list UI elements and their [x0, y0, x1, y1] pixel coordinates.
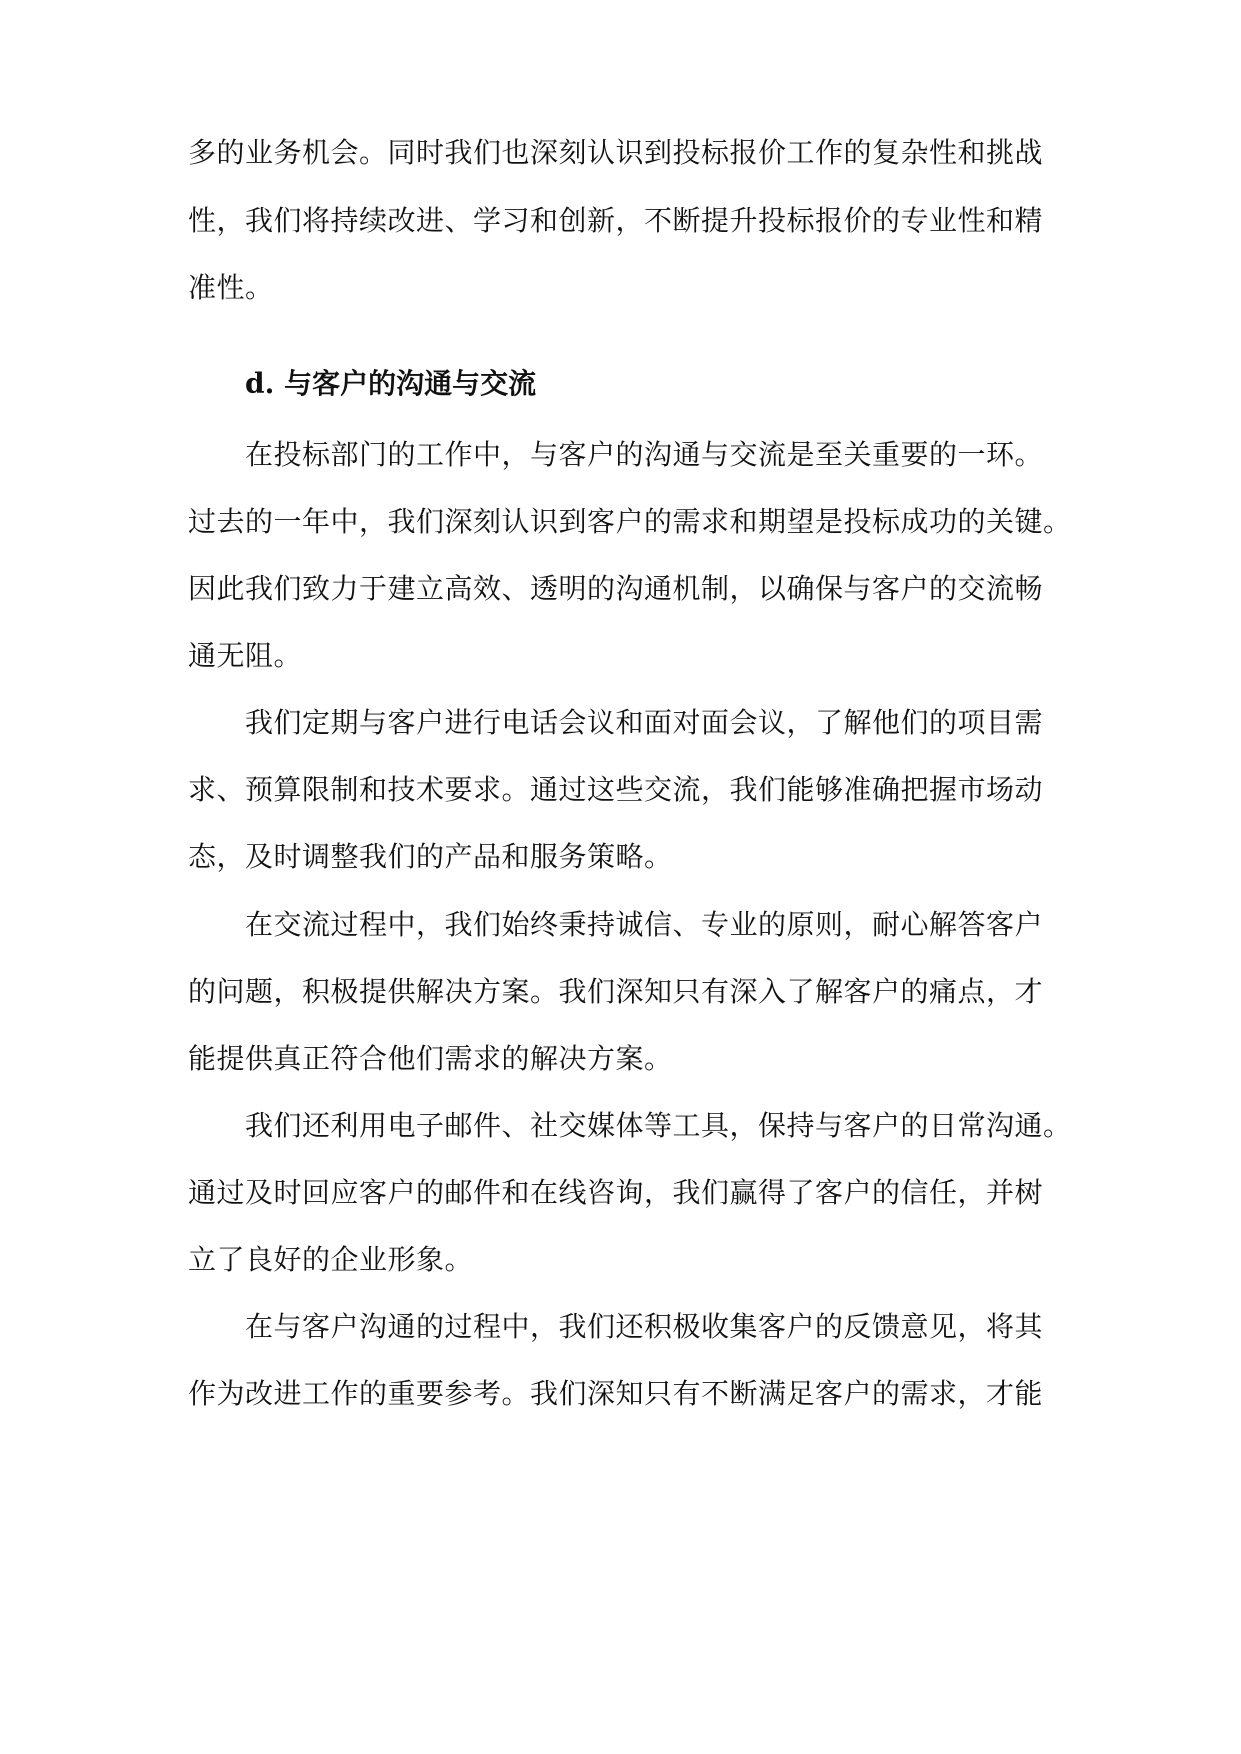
section-heading: d. 与客户的沟通与交流 — [245, 367, 537, 400]
paragraph-2-line-2: 求、预算限制和技术要求。通过这些交流，我们能够准确把握市场动 — [188, 773, 1044, 806]
paragraph-5-line-2: 作为改进工作的重要参考。我们深知只有不断满足客户的需求，才能 — [188, 1377, 1044, 1410]
paragraph-2-line-3: 态，及时调整我们的产品和服务策略。 — [188, 840, 673, 873]
paragraph-5-line-1: 在与客户沟通的过程中，我们还积极收集客户的反馈意见，将其 — [245, 1310, 1044, 1343]
paragraph-3-line-3: 能提供真正符合他们需求的解决方案。 — [188, 1042, 673, 1075]
intro-line-1: 多的业务机会。同时我们也深刻认识到投标报价工作的复杂性和挑战 — [188, 136, 1044, 169]
paragraph-4-line-2: 通过及时回应客户的邮件和在线咨询，我们赢得了客户的信任，并树 — [188, 1176, 1044, 1209]
paragraph-1-line-3: 因此我们致力于建立高效、透明的沟通机制，以确保与客户的交流畅 — [188, 572, 1044, 605]
paragraph-2-line-1: 我们定期与客户进行电话会议和面对面会议，了解他们的项目需 — [245, 706, 1044, 739]
paragraph-3-line-1: 在交流过程中，我们始终秉持诚信、专业的原则，耐心解答客户 — [245, 908, 1044, 941]
paragraph-4-line-3: 立了良好的企业形象。 — [188, 1243, 474, 1276]
paragraph-3-line-2: 的问题，积极提供解决方案。我们深知只有深入了解客户的痛点，才 — [188, 975, 1044, 1008]
intro-line-3: 准性。 — [188, 271, 274, 304]
paragraph-1-line-2: 过去的一年中，我们深刻认识到客户的需求和期望是投标成功的关键。 — [188, 505, 1072, 538]
intro-line-2: 性，我们将持续改进、学习和创新，不断提升投标报价的专业性和精 — [188, 204, 1044, 237]
paragraph-1-line-1: 在投标部门的工作中，与客户的沟通与交流是至关重要的一环。 — [245, 438, 1044, 471]
paragraph-4-line-1: 我们还利用电子邮件、社交媒体等工具，保持与客户的日常沟通。 — [245, 1109, 1072, 1142]
paragraph-1-line-4: 通无阻。 — [188, 639, 303, 672]
